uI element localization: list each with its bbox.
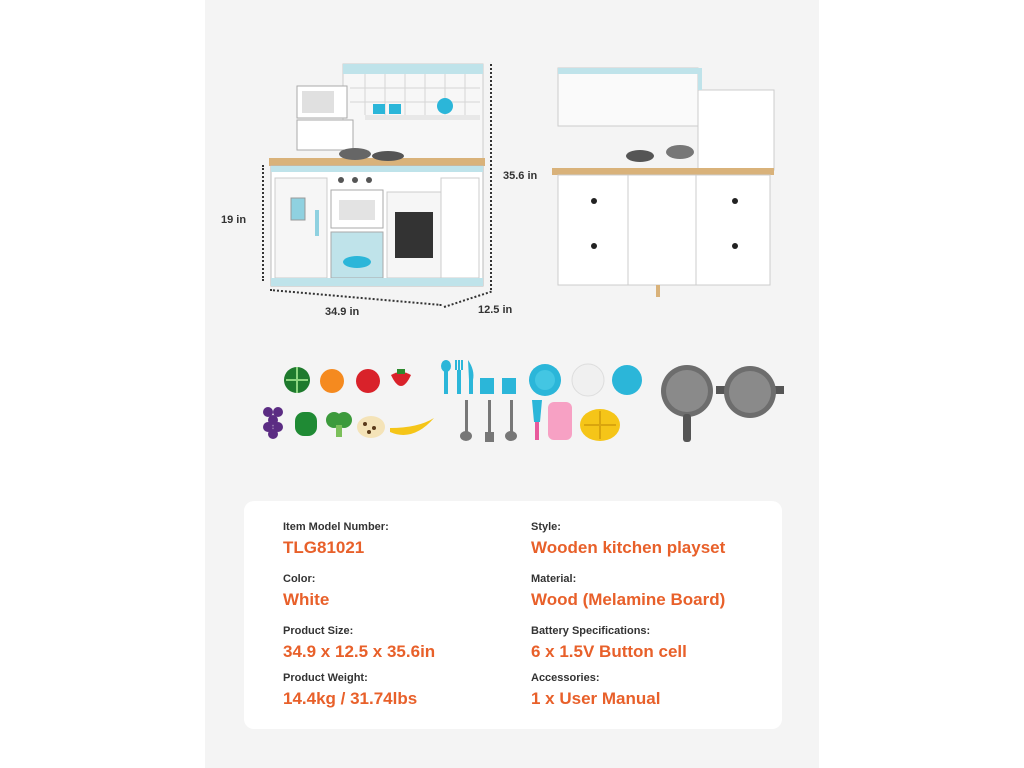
model-value: TLG81021 — [283, 538, 365, 557]
bowl-icon — [611, 364, 643, 401]
fork-icon — [453, 360, 465, 401]
counter-height-label: 19 in — [221, 214, 247, 226]
battery-label: Battery Specifications: — [531, 625, 651, 637]
grapes-icon — [260, 402, 288, 445]
battery-value: 6 x 1.5V Button cell — [531, 642, 687, 661]
weight-value: 14.4kg / 31.74lbs — [283, 689, 418, 708]
accessories-value: 1 x User Manual — [531, 689, 661, 708]
color-label: Color: — [283, 573, 316, 585]
depth-label: 12.5 in — [478, 304, 513, 316]
knife-icon — [465, 360, 477, 401]
size-label: Product Size: — [283, 625, 354, 637]
cookie-icon — [356, 414, 386, 445]
color-value: White — [283, 590, 330, 609]
height-dimension-line — [490, 64, 492, 290]
spatula-icon — [530, 400, 544, 447]
material-value: Wood (Melamine Board) — [531, 590, 726, 609]
pot-icon — [714, 364, 786, 429]
cutting-board-icon — [546, 400, 574, 447]
broccoli-icon — [324, 409, 354, 444]
pepper-icon — [292, 407, 320, 442]
frying-pan-icon — [658, 364, 716, 451]
material-label: Material: — [531, 573, 577, 585]
height-label: 35.6 in — [503, 170, 538, 182]
kitchen-front-illustration — [255, 60, 505, 300]
lid-icon — [571, 363, 605, 402]
style-label: Style: — [531, 521, 561, 533]
spoon-icon — [440, 360, 452, 401]
model-label: Item Model Number: — [283, 521, 389, 533]
ladle-icon — [460, 400, 520, 449]
style-value: Wooden kitchen playset — [531, 538, 726, 557]
banana-icon — [388, 414, 438, 445]
orange-icon — [318, 367, 346, 400]
accessories-label: Accessories: — [531, 672, 600, 684]
counter-height-dimension-line — [262, 165, 264, 281]
basket-icon — [578, 407, 622, 448]
width-label: 34.9 in — [325, 306, 360, 318]
plate-icon — [528, 363, 562, 402]
kitchen-back-view — [552, 60, 782, 298]
cup-icon — [478, 376, 520, 401]
size-value: 34.9 x 12.5 x 35.6in — [283, 642, 436, 661]
spec-card — [244, 501, 782, 729]
strawberry-icon — [388, 367, 414, 400]
weight-label: Product Weight: — [283, 672, 368, 684]
apple-icon — [354, 366, 382, 399]
watermelon-icon — [282, 365, 312, 400]
